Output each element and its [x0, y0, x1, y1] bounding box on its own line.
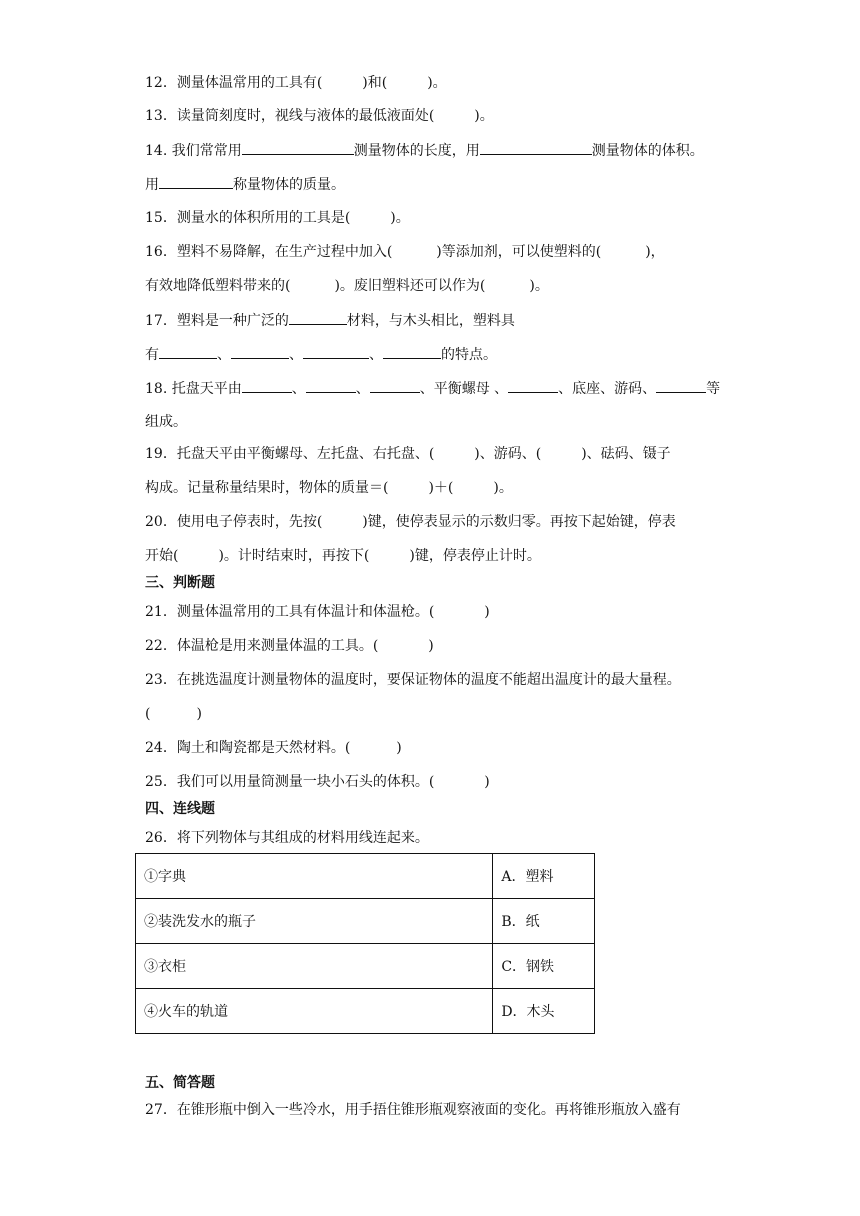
question-26: 26．将下列物体与其组成的材料用线连起来。	[145, 830, 429, 846]
question-12: 12．测量体温常用的工具有( )和( )。	[145, 75, 447, 91]
question-16-cont: 有效地降低塑料带来的( )。废旧塑料还可以作为( )。	[145, 278, 549, 294]
object-cell[interactable]: ④火车的轨道	[136, 989, 493, 1034]
section-heading-4: 四、连线题	[145, 801, 215, 817]
answer-blank[interactable]	[159, 344, 217, 359]
section-heading-5: 五、简答题	[145, 1075, 215, 1091]
material-cell[interactable]: C．钢铁	[493, 944, 595, 989]
question-21: 21．测量体温常用的工具有体温计和体温枪。( )	[145, 604, 490, 620]
question-23-cont: ( )	[145, 706, 202, 722]
question-24: 24．陶土和陶瓷都是天然材料。( )	[145, 740, 402, 756]
object-cell[interactable]: ③衣柜	[136, 944, 493, 989]
question-25: 25．我们可以用量筒测量一块小石头的体积。( )	[145, 774, 490, 790]
table-row	[136, 989, 595, 1034]
question-20: 20．使用电子停表时，先按( )键，使停表显示的示数归零。再按下起始键，停表	[145, 514, 676, 530]
object-cell[interactable]: ①字典	[136, 854, 493, 899]
question-19-cont: 构成。记量称量结果时，物体的质量＝( )＋( )。	[145, 480, 513, 496]
question-27: 27．在锥形瓶中倒入一些冷水，用手捂住锥形瓶观察液面的变化。再将锥形瓶放入盛有	[145, 1102, 681, 1118]
question-18-cont: 组成。	[145, 414, 187, 430]
question-15: 15．测量水的体积所用的工具是( )。	[145, 210, 410, 226]
section-heading-3: 三、判断题	[145, 575, 215, 591]
material-cell[interactable]: A．塑料	[493, 854, 595, 899]
answer-blank[interactable]	[289, 310, 347, 325]
answer-blank[interactable]	[480, 140, 592, 155]
answer-blank[interactable]	[231, 344, 289, 359]
material-cell[interactable]: D．木头	[493, 989, 595, 1034]
question-13: 13．读量筒刻度时，视线与液体的最低液面处( )。	[145, 108, 494, 124]
question-14-cont: 用 称量物体的质量。	[145, 174, 345, 195]
material-cell[interactable]: B．纸	[493, 899, 595, 944]
matching-table	[135, 853, 595, 1034]
answer-blank[interactable]	[306, 378, 356, 393]
table-row	[136, 899, 595, 944]
answer-blank[interactable]	[303, 344, 369, 359]
answer-blank[interactable]	[242, 378, 292, 393]
answer-blank[interactable]	[242, 140, 354, 155]
answer-blank[interactable]	[508, 378, 558, 393]
question-14: 14. 我们常常用 测量物体的长度，用 测量物体的体积。	[145, 140, 704, 161]
answer-blank[interactable]	[383, 344, 441, 359]
question-18: 18. 托盘天平由 、 、 、平衡螺母 、 、底座、游码、 等	[145, 378, 720, 399]
table-row	[136, 854, 595, 899]
table-row	[136, 944, 595, 989]
question-17-cont: 有 、 、 、 的特点。	[145, 344, 497, 365]
question-22: 22．体温枪是用来测量体温的工具。( )	[145, 638, 434, 654]
question-20-cont: 开始( )。计时结束时，再按下( )键，停表停止计时。	[145, 548, 541, 564]
object-cell[interactable]: ②装洗发水的瓶子	[136, 899, 493, 944]
question-17: 17．塑料是一种广泛的 材料，与木头相比，塑料具	[145, 310, 515, 331]
question-19: 19．托盘天平由平衡螺母、左托盘、右托盘、( )、游码、( )、砝码、镊子	[145, 446, 671, 462]
answer-blank[interactable]	[159, 174, 233, 189]
question-16: 16．塑料不易降解，在生产过程中加入( )等添加剂，可以使塑料的( )，	[145, 244, 665, 260]
answer-blank[interactable]	[370, 378, 420, 393]
answer-blank[interactable]	[656, 378, 706, 393]
question-23: 23．在挑选温度计测量物体的温度时，要保证物体的温度不能超出温度计的最大量程。	[145, 672, 681, 688]
